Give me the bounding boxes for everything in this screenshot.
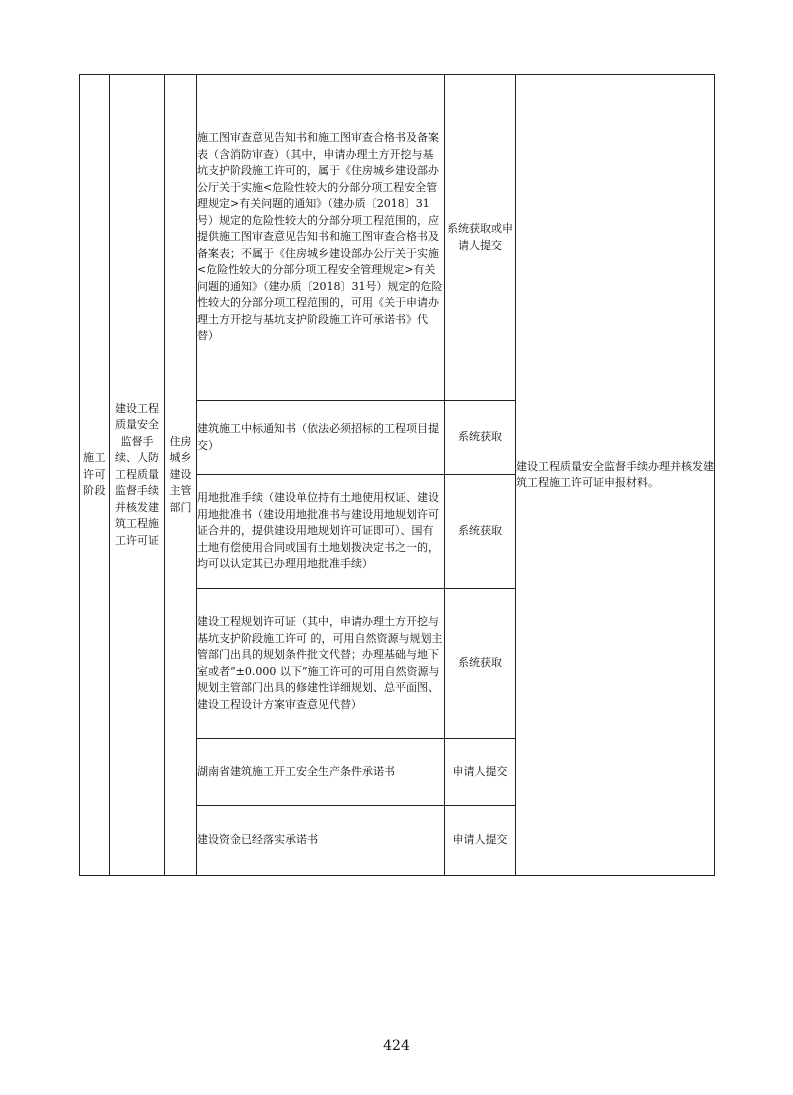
page-number: 424 bbox=[383, 1038, 410, 1054]
material-cell: 建设资金已经落实承诺书 bbox=[197, 806, 445, 876]
item-cell: 建设工程质量安全监督手续、人防工程质量监督手续并核发建筑工程施工许可证 bbox=[110, 75, 165, 876]
source-cell: 系统获取 bbox=[445, 401, 516, 475]
material-cell: 建设工程规划许可证（其中，申请办理土方开挖与基坑支护阶段施工许可 的，可用自然资源与规划主管部门出具的规划条件批文代替；办理基础与地下室或者“±0.000 以下”施工许可的可用自然资源与规划主管部门出具的修建性详细规划、总平面图、建设工程设计方案审查意见代替） bbox=[197, 589, 445, 739]
approval-materials-table bbox=[79, 74, 715, 876]
source-cell: 申请人提交 bbox=[445, 806, 516, 876]
source-cell: 系统获取或申请人提交 bbox=[445, 75, 516, 401]
department-cell: 住房城乡建设主管部门 bbox=[165, 75, 197, 876]
stage-cell: 施工许可阶段 bbox=[80, 75, 110, 876]
material-cell: 建筑施工中标通知书（依法必须招标的工程项目提交） bbox=[197, 401, 445, 475]
note-cell: 建设工程质量安全监督手续办理并核发建筑工程施工许可证申报材料。 bbox=[516, 75, 715, 876]
source-cell: 系统获取 bbox=[445, 589, 516, 739]
material-cell: 施工图审查意见告知书和施工图审查合格书及备案表（含消防审查）（其中，申请办理土方开挖与基坑支护阶段施工许可的，属于《住房城乡建设部办公厅关于实施<危险性较大的分部分项工程安全管理规定>有关问题的通知》（建办质〔2018〕31号）规定的危险性较大的分部分项工程范围的，应提供施工图审查意见告知书和施工图审查合格书及备案表；不属于《住房城乡建设部办公厅关于实施<危险性较大的分部分项工程安全管理规定>有关问题的通知》（建办质〔2018〕31号）规定的危险性较大的分部分项工程范围的，可用《关于申请办理土方开挖与基坑支护阶段施工许可承诺书》代替） bbox=[197, 75, 445, 401]
source-cell: 系统获取 bbox=[445, 475, 516, 589]
table-row bbox=[80, 75, 715, 401]
source-cell: 申请人提交 bbox=[445, 739, 516, 806]
material-cell: 用地批准手续（建设单位持有土地使用权证、建设用地批准书（建设用地批准书与建设用地规划许可证合并的，提供建设用地规划许可证即可）、国有土地有偿使用合同或国有土地划拨决定书之一的，均可以认定其已办理用地批准手续） bbox=[197, 475, 445, 589]
material-cell: 湖南省建筑施工开工安全生产条件承诺书 bbox=[197, 739, 445, 806]
